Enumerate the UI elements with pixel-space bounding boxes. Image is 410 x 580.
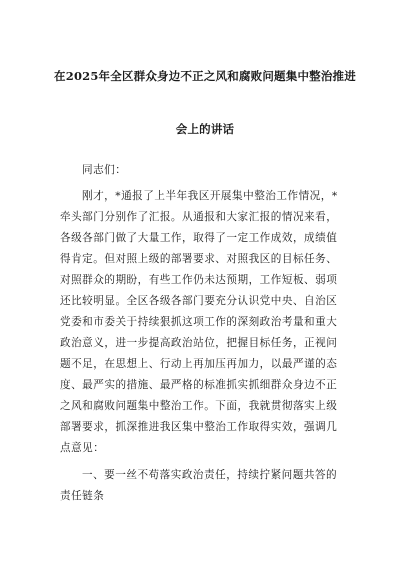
section-1-heading: [60, 465, 356, 507]
paragraph-1-line: 对照群众的期盼，有些工作仍未达预期，工作短板、弱项: [60, 274, 338, 286]
document-title-line-1: 在2025年全区群众身边不正之风和腐败问题集中整治推进: [54, 69, 356, 83]
document-title-line-2: 会上的讲话: [175, 122, 235, 136]
paragraph-1-line: 题不足，在思想上、行动上再加压再加力，以最严谨的态: [60, 358, 338, 370]
paragraph-1-line: 部署要求，抓深推进我区集中整治工作取得实效，强调几: [60, 421, 338, 433]
paragraph-1-line: 刚才，*通报了上半年我区开展集中整治工作情况，*: [82, 190, 338, 202]
paragraph-1-line: 度、最严实的措施、最严格的标准抓实抓细群众身边不正: [60, 379, 338, 391]
section-1-heading-line: 责任链条: [60, 490, 105, 502]
section-1-heading-line: 一、要一丝不苟落实政治责任，持续拧紧问题共答的: [82, 469, 338, 481]
paragraph-1-line: 得肯定。但对照上级的部署要求、对照我区的目标任务、: [60, 253, 338, 265]
paragraph-1: [60, 186, 356, 459]
paragraph-1-line: 各级各部门做了大量工作，取得了一定工作成效，成绩值: [60, 232, 338, 244]
salutation: 同志们：: [82, 164, 127, 176]
paragraph-1-line: 点意见：: [60, 442, 105, 454]
paragraph-1-line: 之风和腐败问题集中整治工作。下面，我就贯彻落实上级: [60, 400, 338, 412]
paragraph-1-line: 党委和市委关于持续狠抓这项工作的深刻政治考量和重大: [60, 316, 338, 328]
paragraph-1-line: 还比较明显。全区各级各部门要充分认识党中央、自治区: [60, 295, 338, 307]
paragraph-1-line: 政治意义，进一步提高政治站位，把握目标任务，正视问: [60, 337, 338, 349]
paragraph-1-line: 牵头部门分别作了汇报。从通报和大家汇报的情况来看，: [60, 211, 338, 223]
